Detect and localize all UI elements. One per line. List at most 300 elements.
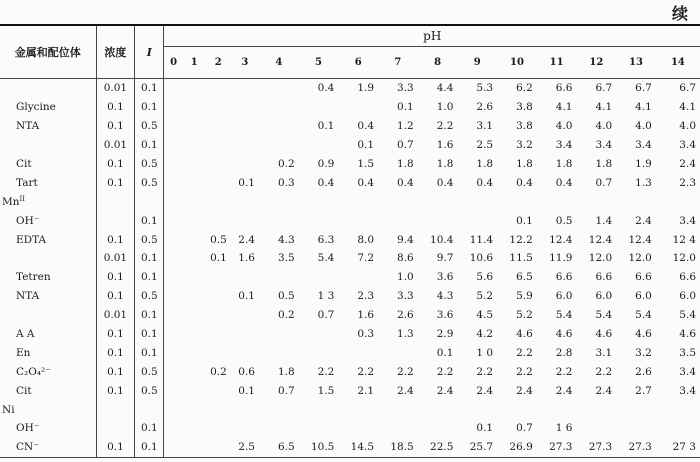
- ph-header-4: 4: [259, 47, 299, 79]
- value-cell-ph-6: 7.2: [357, 252, 375, 265]
- value-cell-ph-14: 4.0: [679, 120, 696, 133]
- value-cell-ph-14: 6.0: [679, 290, 696, 303]
- value-cell-ph-7: 1.0: [397, 271, 414, 284]
- value-cell-ph-11: 1 6: [555, 422, 573, 435]
- concentration-cell: 0.1: [96, 343, 135, 362]
- value-cell-ph-7: [378, 419, 418, 438]
- value-cell-ph-9: 2.5: [476, 139, 494, 152]
- value-cell-ph-7: [378, 343, 418, 362]
- empty-cell: [378, 400, 418, 419]
- concentration-cell: 0.1: [96, 98, 135, 117]
- ionic-strength-cell: 0.1: [135, 79, 164, 98]
- ph-header-11: 11: [537, 47, 577, 79]
- value-cell-ph-7: 9.4: [397, 233, 414, 246]
- ph-header-0: 0: [164, 47, 183, 79]
- value-cell-ph-1: [183, 381, 206, 400]
- ionic-strength-cell: 0.1: [135, 249, 164, 268]
- metal-row: [0, 192, 700, 211]
- ph-header-5: 5: [299, 47, 339, 79]
- value-cell-ph-2: [206, 287, 231, 306]
- value-cell-ph-10: 26.9: [497, 438, 537, 457]
- empty-cell: [537, 400, 577, 419]
- value-cell-ph-9: 1 0: [476, 346, 494, 359]
- value-cell-ph-2: [206, 419, 231, 438]
- value-cell-ph-8: 4.3: [436, 290, 454, 303]
- value-cell-ph-11: 4.6: [555, 328, 573, 341]
- table-row: [0, 79, 700, 98]
- value-cell-ph-1: [183, 343, 206, 362]
- ph-header-3: 3: [231, 47, 259, 79]
- value-cell-ph-9: 5.3: [476, 82, 494, 95]
- value-cell-ph-3: [231, 98, 259, 117]
- header-ionic-strength: I: [135, 25, 164, 79]
- empty-cell: [537, 192, 577, 211]
- value-cell-ph-1: [183, 249, 206, 268]
- value-cell-ph-13: 6.0: [635, 290, 652, 303]
- ph-header-2: 2: [206, 47, 231, 79]
- value-cell-ph-7: 1.8: [397, 158, 414, 170]
- value-cell-ph-8: 0.4: [436, 176, 454, 189]
- ionic-strength-cell: 0.1: [135, 211, 164, 230]
- empty-cell: [497, 400, 537, 419]
- value-cell-ph-0: [164, 325, 183, 344]
- value-cell-ph-7: 2.6: [397, 309, 414, 322]
- empty-cell: [497, 192, 537, 211]
- ph-header-8: 8: [418, 47, 458, 79]
- value-cell-ph-3: [231, 155, 259, 174]
- value-cell-ph-5: 0.9: [317, 158, 335, 170]
- ph-header-6: 6: [338, 47, 378, 79]
- value-cell-ph-3: [231, 306, 259, 325]
- value-cell-ph-14: 2.3: [679, 176, 696, 189]
- ligand-label: OH⁻: [0, 211, 96, 230]
- ionic-strength-cell: 0.5: [135, 362, 164, 381]
- value-cell-ph-9: 10.6: [469, 252, 494, 265]
- value-cell-ph-5: 0.1: [317, 120, 335, 133]
- value-cell-ph-0: [164, 249, 183, 268]
- value-cell-ph-0: [164, 230, 183, 249]
- value-cell-ph-4: [259, 325, 299, 344]
- value-cell-ph-6: 2.2: [357, 365, 375, 378]
- value-cell-ph-7: [378, 211, 418, 230]
- value-cell-ph-10: 6.2: [516, 82, 533, 95]
- value-cell-ph-7: 2.4: [397, 384, 414, 397]
- value-cell-ph-13: 27.3: [616, 438, 656, 457]
- empty-cell: [231, 400, 259, 419]
- value-cell-ph-10: 0.7: [516, 422, 533, 435]
- ligand-label: Cit: [0, 381, 96, 400]
- ph-header-9: 9: [457, 47, 497, 79]
- value-cell-ph-5: [299, 136, 339, 155]
- value-cell-ph-10: 5.2: [516, 309, 533, 322]
- value-cell-ph-10: 2.2: [516, 365, 533, 378]
- ligand-label: NTA: [0, 287, 96, 306]
- value-cell-ph-11: 0.5: [555, 214, 573, 227]
- value-cell-ph-9: 2.2: [476, 365, 494, 378]
- value-cell-ph-3: 2.5: [231, 438, 259, 457]
- value-cell-ph-6: 0.4: [357, 120, 375, 133]
- value-cell-ph-5: 0.7: [317, 309, 335, 322]
- value-cell-ph-12: 4.1: [595, 101, 613, 114]
- value-cell-ph-2: [206, 79, 231, 98]
- table-row: [0, 173, 700, 192]
- ph-header-12: 12: [576, 47, 616, 79]
- value-cell-ph-14: 6.6: [679, 271, 696, 284]
- value-cell-ph-8: 2.9: [436, 328, 454, 341]
- value-cell-ph-7: 8.6: [397, 252, 414, 265]
- value-cell-ph-12: 1.8: [595, 158, 613, 170]
- value-cell-ph-7: 1.3: [397, 328, 414, 341]
- value-cell-ph-13: [616, 419, 656, 438]
- value-cell-ph-14: 12 4: [672, 233, 696, 246]
- value-cell-ph-2: [206, 325, 231, 344]
- ligand-label: [0, 306, 96, 325]
- empty-cell: [378, 192, 418, 211]
- value-cell-ph-6: [338, 268, 378, 287]
- value-cell-ph-12: 2.2: [595, 365, 613, 378]
- concentration-cell: 0.1: [96, 173, 135, 192]
- empty-cell: [299, 192, 339, 211]
- continued-label: 续: [671, 4, 688, 23]
- value-cell-ph-7: 0.7: [397, 139, 414, 152]
- value-cell-ph-5: 6.3: [317, 233, 335, 246]
- value-cell-ph-12: 3.4: [595, 139, 613, 152]
- ionic-strength-cell: 0.1: [135, 98, 164, 117]
- value-cell-ph-0: [164, 306, 183, 325]
- value-cell-ph-7: 0.4: [397, 176, 414, 189]
- table-row: [0, 98, 700, 117]
- concentration-cell: [96, 211, 135, 230]
- ligand-label: Tart: [0, 173, 96, 192]
- value-cell-ph-4: 0.2: [277, 158, 295, 170]
- value-cell-ph-4: [259, 419, 299, 438]
- value-cell-ph-0: [164, 136, 183, 155]
- ligand-label: EDTA: [0, 230, 96, 249]
- value-cell-ph-8: 22.5: [418, 438, 458, 457]
- value-cell-ph-2: [206, 98, 231, 117]
- metal-label: [0, 400, 96, 419]
- value-cell-ph-3: [231, 211, 259, 230]
- value-cell-ph-2: [206, 438, 231, 457]
- value-cell-ph-3: [231, 117, 259, 136]
- ligand-label: [0, 249, 96, 268]
- value-cell-ph-6: [338, 98, 378, 117]
- value-cell-ph-4: [259, 98, 299, 117]
- value-cell-ph-14: 3.4: [679, 139, 696, 152]
- ionic-strength-cell: 0.5: [135, 287, 164, 306]
- value-cell-ph-8: 2.4: [436, 384, 454, 397]
- value-cell-ph-8: 1.8: [436, 158, 454, 170]
- empty-cell: [206, 192, 231, 211]
- ionic-strength-cell: 0.1: [135, 438, 164, 457]
- value-cell-ph-2: [206, 136, 231, 155]
- empty-cell: [418, 192, 458, 211]
- value-cell-ph-11: 6.0: [555, 290, 573, 303]
- value-cell-ph-3: 2.4: [238, 233, 255, 246]
- value-cell-ph-8: 10.4: [430, 233, 454, 246]
- value-cell-ph-6: [338, 343, 378, 362]
- table-row: [0, 343, 700, 362]
- value-cell-ph-2: [206, 268, 231, 287]
- value-cell-ph-10: 12.2: [509, 233, 533, 246]
- metal-oxidation-state: II: [19, 195, 26, 204]
- empty-cell: [164, 192, 183, 211]
- empty-cell: [299, 400, 339, 419]
- value-cell-ph-11: 2.4: [555, 384, 573, 397]
- value-cell-ph-2: 0.5: [210, 233, 227, 246]
- value-cell-ph-12: 2.4: [595, 384, 613, 397]
- value-cell-ph-5: 0.4: [317, 176, 335, 189]
- value-cell-ph-12: 0.7: [595, 176, 613, 189]
- value-cell-ph-9: 11.4: [469, 233, 494, 246]
- table-row: [0, 287, 700, 306]
- ionic-strength-cell: 0.1: [135, 268, 164, 287]
- value-cell-ph-6: 2.1: [357, 384, 375, 397]
- ligand-label: En: [0, 343, 96, 362]
- value-cell-ph-11: 6.6: [555, 82, 573, 95]
- value-cell-ph-10: 2.2: [516, 346, 533, 359]
- value-cell-ph-12: 4.6: [595, 328, 613, 341]
- value-cell-ph-3: [231, 419, 259, 438]
- value-cell-ph-4: 4.3: [277, 233, 295, 246]
- value-cell-ph-10: 11.5: [509, 252, 533, 265]
- value-cell-ph-8: 1.6: [436, 139, 454, 152]
- value-cell-ph-0: [164, 117, 183, 136]
- value-cell-ph-12: 1.4: [595, 214, 613, 227]
- value-cell-ph-7: 3.3: [397, 82, 414, 95]
- value-cell-ph-5: [299, 211, 339, 230]
- value-cell-ph-4: [259, 343, 299, 362]
- value-cell-ph-4: 0.3: [277, 176, 295, 189]
- value-cell-ph-6: [338, 419, 378, 438]
- value-cell-ph-5: 0.4: [317, 82, 335, 95]
- empty-cell: [135, 192, 164, 211]
- value-cell-ph-12: 3.1: [595, 346, 613, 359]
- empty-cell: [656, 400, 700, 419]
- value-cell-ph-12: 27.3: [576, 438, 616, 457]
- value-cell-ph-1: [183, 117, 206, 136]
- value-cell-ph-2: [206, 173, 231, 192]
- value-cell-ph-7: 1.2: [397, 120, 414, 133]
- value-cell-ph-11: 4.1: [555, 101, 573, 114]
- ligand-label: OH⁻: [0, 419, 96, 438]
- value-cell-ph-2: [206, 306, 231, 325]
- empty-cell: [616, 192, 656, 211]
- value-cell-ph-9: 25.7: [457, 438, 497, 457]
- value-cell-ph-10: 0.4: [516, 176, 533, 189]
- value-cell-ph-4: 3.5: [277, 252, 295, 265]
- value-cell-ph-8: [418, 211, 458, 230]
- concentration-cell: 0.1: [96, 325, 135, 344]
- value-cell-ph-4: 0.5: [277, 290, 295, 303]
- value-cell-ph-0: [164, 381, 183, 400]
- value-cell-ph-5: 2.2: [317, 365, 335, 378]
- value-cell-ph-14: 2.4: [679, 158, 696, 170]
- value-cell-ph-9: 4.2: [476, 328, 494, 341]
- value-cell-ph-10: 3.2: [516, 139, 533, 152]
- value-cell-ph-13: 12.0: [628, 252, 652, 265]
- table-row: [0, 117, 700, 136]
- table-row: [0, 325, 700, 344]
- ph-header-14: 14: [656, 47, 700, 79]
- value-cell-ph-4: 1.8: [277, 365, 295, 378]
- value-cell-ph-1: [183, 230, 206, 249]
- empty-cell: [183, 400, 206, 419]
- ionic-strength-cell: 0.5: [135, 173, 164, 192]
- empty-cell: [418, 400, 458, 419]
- value-cell-ph-13: 1.9: [635, 158, 652, 170]
- value-cell-ph-4: 6.5: [259, 438, 299, 457]
- value-cell-ph-0: [164, 211, 183, 230]
- value-cell-ph-13: 4.0: [635, 120, 652, 133]
- value-cell-ph-8: [418, 419, 458, 438]
- value-cell-ph-3: [231, 79, 259, 98]
- value-cell-ph-2: 0.2: [210, 365, 227, 378]
- value-cell-ph-14: 12.0: [672, 252, 696, 265]
- value-cell-ph-1: [183, 325, 206, 344]
- value-cell-ph-2: [206, 117, 231, 136]
- value-cell-ph-11: 4.0: [555, 120, 573, 133]
- empty-cell: [259, 192, 299, 211]
- value-cell-ph-13: 6.7: [635, 82, 652, 95]
- empty-cell: [616, 400, 656, 419]
- table-row: [0, 136, 700, 155]
- concentration-cell: 0.01: [96, 306, 135, 325]
- value-cell-ph-11: 11.9: [549, 252, 573, 265]
- value-cell-ph-1: [183, 155, 206, 174]
- value-cell-ph-4: [259, 211, 299, 230]
- value-cell-ph-7: 2.2: [397, 365, 414, 378]
- concentration-cell: 0.1: [96, 117, 135, 136]
- value-cell-ph-11: 3.4: [555, 139, 573, 152]
- value-cell-ph-5: 1.5: [317, 384, 335, 397]
- value-cell-ph-12: 12.0: [588, 252, 613, 265]
- value-cell-ph-12: 6.0: [595, 290, 613, 303]
- concentration-cell: 0.1: [96, 362, 135, 381]
- value-cell-ph-11: 5.4: [555, 309, 573, 322]
- value-cell-ph-4: [259, 117, 299, 136]
- value-cell-ph-12: 6.7: [595, 82, 613, 95]
- ionic-strength-cell: 0.1: [135, 306, 164, 325]
- value-cell-ph-9: 1.8: [476, 158, 494, 170]
- value-cell-ph-8: 0.1: [436, 346, 454, 359]
- header-concentration: 浓度: [96, 25, 135, 79]
- ph-header-1: 1: [183, 47, 206, 79]
- value-cell-ph-1: [183, 211, 206, 230]
- value-cell-ph-8: 4.4: [436, 82, 454, 95]
- value-cell-ph-11: 2.2: [555, 365, 573, 378]
- value-cell-ph-2: [206, 381, 231, 400]
- value-cell-ph-13: 6.6: [635, 271, 652, 284]
- value-cell-ph-3: [231, 325, 259, 344]
- value-cell-ph-8: 2.2: [436, 120, 454, 133]
- empty-cell: [259, 400, 299, 419]
- concentration-cell: 0.1: [96, 268, 135, 287]
- value-cell-ph-12: 5.4: [595, 309, 613, 322]
- value-cell-ph-13: 3.2: [635, 346, 652, 359]
- ionic-strength-cell: 0.1: [135, 325, 164, 344]
- value-cell-ph-9: 3.1: [476, 120, 494, 133]
- ligand-label: CN⁻: [0, 438, 96, 457]
- value-cell-ph-10: 1.8: [516, 158, 533, 170]
- table-row: [0, 155, 700, 174]
- ligand-label: NTA: [0, 117, 96, 136]
- value-cell-ph-1: [183, 79, 206, 98]
- table-row: [0, 438, 700, 457]
- value-cell-ph-14: 27 3: [656, 438, 700, 457]
- value-cell-ph-3: [231, 136, 259, 155]
- value-cell-ph-0: [164, 155, 183, 174]
- value-cell-ph-3: [231, 268, 259, 287]
- value-cell-ph-5: 1 3: [317, 290, 335, 303]
- value-cell-ph-1: [183, 362, 206, 381]
- value-cell-ph-6: 2.3: [357, 290, 375, 303]
- value-cell-ph-8: 3.6: [436, 271, 454, 284]
- concentration-cell: [96, 419, 135, 438]
- ligand-label: C₂O₄²⁻: [0, 362, 96, 381]
- ionic-strength-cell: 0.1: [135, 136, 164, 155]
- ionic-strength-cell: 0.5: [135, 155, 164, 174]
- metal-label: [0, 192, 96, 211]
- value-cell-ph-3: 0.6: [238, 365, 255, 378]
- ph-header-7: 7: [378, 47, 418, 79]
- value-cell-ph-9: 2.6: [476, 101, 494, 114]
- value-cell-ph-14: 3.4: [679, 214, 696, 227]
- value-cell-ph-5: 10.5: [299, 438, 339, 457]
- concentration-cell: 0.1: [96, 230, 135, 249]
- value-cell-ph-9: 4.5: [476, 309, 494, 322]
- value-cell-ph-0: [164, 173, 183, 192]
- ligand-label: [0, 79, 96, 98]
- table-row: [0, 230, 700, 249]
- value-cell-ph-8: 2.2: [436, 365, 454, 378]
- header-metal-ligand: 金属和配位体: [0, 25, 96, 79]
- value-cell-ph-11: 1.8: [555, 158, 573, 170]
- header-ph: pH: [164, 25, 700, 47]
- value-cell-ph-6: 1.9: [357, 82, 375, 95]
- value-cell-ph-1: [183, 438, 206, 457]
- value-cell-ph-0: [164, 419, 183, 438]
- concentration-cell: 0.1: [96, 155, 135, 174]
- value-cell-ph-10: 0.1: [516, 214, 533, 227]
- value-cell-ph-13: 4.1: [635, 101, 652, 114]
- value-cell-ph-1: [183, 306, 206, 325]
- value-cell-ph-13: 2.6: [635, 365, 652, 378]
- value-cell-ph-0: [164, 343, 183, 362]
- value-cell-ph-8: 9.7: [436, 252, 454, 265]
- value-cell-ph-5: [299, 419, 339, 438]
- table-row: [0, 362, 700, 381]
- empty-cell: [96, 400, 135, 419]
- metal-row: [0, 400, 700, 419]
- value-cell-ph-14: 3.4: [679, 365, 696, 378]
- value-cell-ph-7: 3.3: [397, 290, 414, 303]
- value-cell-ph-14: 4.6: [679, 328, 696, 341]
- value-cell-ph-1: [183, 419, 206, 438]
- table-row: [0, 306, 700, 325]
- empty-cell: [183, 192, 206, 211]
- concentration-cell: 0.1: [96, 438, 135, 457]
- value-cell-ph-9: 2.4: [476, 384, 494, 397]
- value-cell-ph-6: 0.3: [357, 328, 375, 341]
- value-cell-ph-10: 6.5: [516, 271, 533, 284]
- value-cell-ph-10: 3.8: [516, 101, 533, 114]
- value-cell-ph-5: [299, 268, 339, 287]
- value-cell-ph-13: 1.3: [635, 176, 652, 189]
- metal-symbol: Mn: [2, 196, 20, 209]
- value-cell-ph-1: [183, 173, 206, 192]
- value-cell-ph-0: [164, 438, 183, 457]
